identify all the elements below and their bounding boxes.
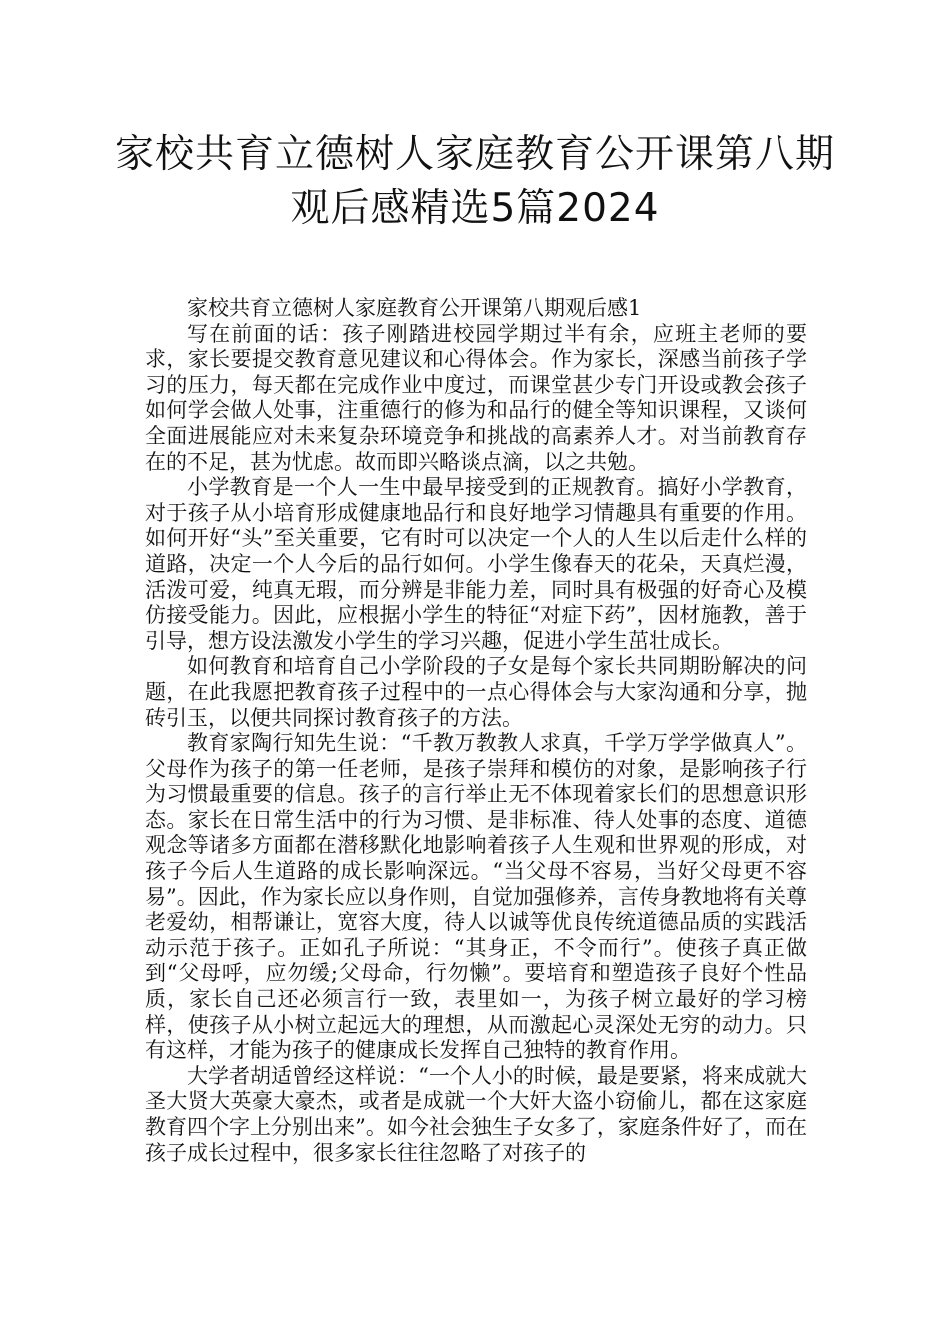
section-heading: 家校共育立德树人家庭教育公开课第八期观后感1 [187,296,642,320]
paragraph: 大学者胡适曾经这样说：“一个人小的时候，最是要紧，将来成就大圣大贤大英豪大豪杰，或者是成就一个大奸大盗小窃偷儿，都在这家庭教育四个字上分别出来”。如今社会独生子女多了，家庭条件好了，而在孩子成长过程中，很多家长往往忽略了对孩子的 [145,1063,807,1165]
paragraph: 如何教育和培育自己小学阶段的子女是每个家长共同期盼解决的问题，在此我愿把教育孩子过程中的一点心得体会与大家沟通和分享，抛砖引玉，以便共同探讨教育孩子的方法。 [145,654,807,730]
document-title: 家校共育立德树人家庭教育公开课第八期观后感精选5篇2024 [114,132,835,231]
paragraph: 小学教育是一个人一生中最早接受到的正规教育。搞好小学教育，对于孩子从小培育形成健康地品行和良好地学习情趣具有重要的作用。如何开好“头”至关重要，它有时可以决定一个人的人生以后走什么样的道路，决定一个人今后的品行如何。小学生像春天的花朵，天真烂漫，活泼可爱，纯真无瑕，而分辨是非能力差，同时具有极强的好奇心及模仿接受能力。因此，应根据小学生的特征“对症下药”，因材施教，善于引导，想方设法激发小学生的学习兴趣，促进小学生茁壮成长。 [145,475,807,653]
paragraph: 写在前面的话：孩子刚踏进校园学期过半有余，应班主老师的要求，家长要提交教育意见建议和心得体会。作为家长，深感当前孩子学习的压力，每天都在完成作业中度过，而课堂甚少专门开设或教会孩子如何学会做人处事，注重德行的修为和品行的健全等知识课程，又谈何全面进展能应对未来复杂环境竞争和挑战的高素养人才。对当前教育存在的不足，甚为忧虑。故而即兴略谈点滴，以之共勉。 [145,321,807,474]
paragraph: 教育家陶行知先生说：“千教万教教人求真，千学万学学做真人”。父母作为孩子的第一任老师，是孩子崇拜和模仿的对象，是影响孩子行为习惯最重要的信息。孩子的言行举止无不体现着家长们的思想意识形态。家长在日常生活中的行为习惯、是非标准、待人处事的态度、道德观念等诸多方面都在潜移默化地影响着孩子人生观和世界观的形成，对孩子今后人生道路的成长影响深远。“当父母不容易，当好父母更不容易”。因此，作为家长应以身作则，自觉加强修养，言传身教地将有关尊老爱幼，相帮谦让，宽容大度，待人以诚等优良传统道德品质的实践活动示范于孩子。正如孔子所说：“其身正，不令而行”。使孩子真正做到“父母呼，应勿缓;父母命，行勿懒”。要培育和塑造孩子良好个性品质，家长自己还必须言行一致，表里如一，为孩子树立最好的学习榜样，使孩子从小树立起远大的理想，从而激起心灵深处无穷的动力。只有这样，才能为孩子的健康成长发挥自己独特的教育作用。 [145,731,807,1063]
document-body [145,296,807,1166]
